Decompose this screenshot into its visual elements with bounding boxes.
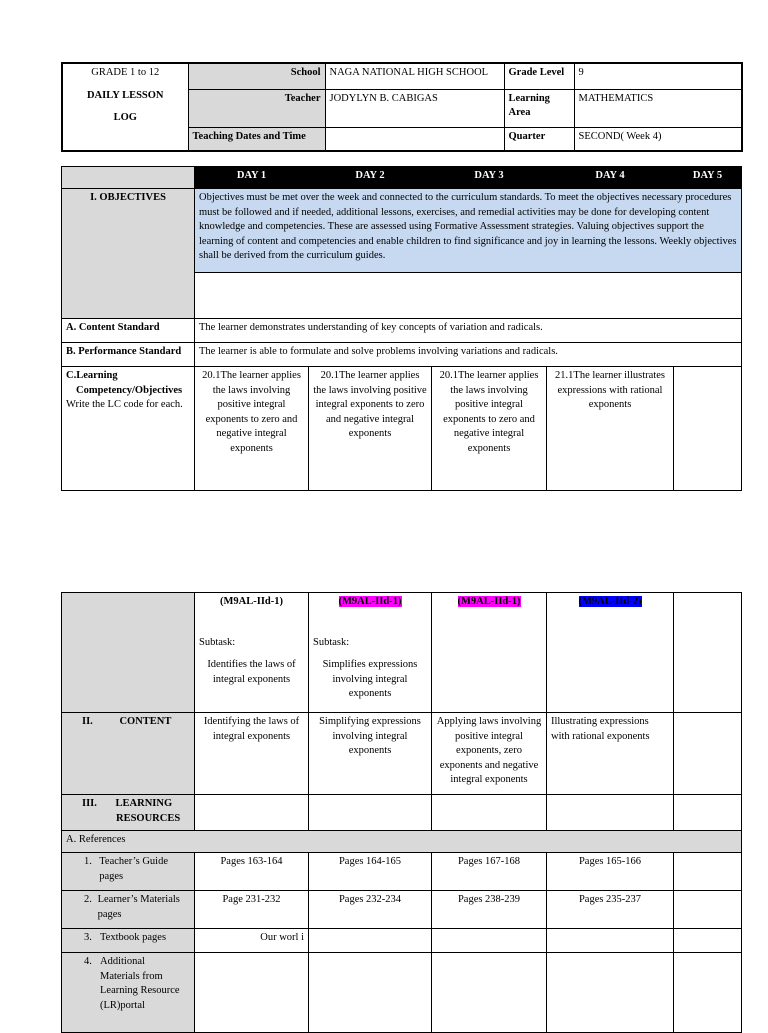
competency-day-3: 20.1The learner applies the laws involving positive integral exponents to zero and negative integral exponents [432,367,547,491]
day-1-header: DAY 1 [195,167,309,189]
day-2-header: DAY 2 [309,167,432,189]
learning-resources-num: III. [82,798,97,809]
competency-day-2: 20.1The learner applies the laws involving positive integral exponents to zero and negative integral exponents [309,367,432,491]
am-day-3 [432,953,547,1033]
textbook-num: 3. [84,932,92,943]
objectives-blank [195,273,742,319]
header-title-cell [62,63,188,151]
teacher-label: Teacher [188,89,325,127]
school-label: School [188,63,325,89]
lm-day-2: Pages 232-234 [309,891,432,929]
competency-day-5 [674,367,742,491]
teacher-value: JODYLYN B. CABIGAS [325,89,504,127]
tb-day-4 [547,929,674,953]
quarter-value: SECOND( Week 4) [574,127,742,151]
additional-text: Additional Materials from Learning Resource (LR)portal [100,956,180,1011]
content-label-num: II. [82,716,93,727]
content-table [61,592,742,1033]
performance-standard-text: The learner is able to formulate and solve problems involving variations and radicals. [195,343,742,367]
content-standard-label: A. Content Standard [62,319,195,343]
dates-label: Teaching Dates and Time [188,127,325,151]
lm-day-4: Pages 235-237 [547,891,674,929]
school-value: NAGA NATIONAL HIGH SCHOOL [325,63,504,89]
competency-day-1: 20.1The learner applies the laws involving positive integral exponents to zero and negative integral exponents [195,367,309,491]
learners-materials-label [62,891,195,929]
subtask-day-2: Simplifies expressions involving integral exponents [322,659,418,699]
tg-day-3: Pages 167-168 [432,853,547,891]
tb-day-1: Our worl i [195,929,309,953]
code-day-3: (M9AL-IId-1) [457,596,521,607]
header-table [61,62,743,152]
learning-resources-text-1: LEARNING [115,798,173,809]
dates-value [325,127,504,151]
log-title-line2: LOG [113,112,137,123]
subtask-day-1: Identifies the laws of integral exponents [207,659,296,685]
additional-num: 4. [84,956,92,967]
content-label [62,713,195,795]
am-day-4 [547,953,674,1033]
content-day-1: Identifying the laws of integral exponents [195,713,309,795]
quarter-label: Quarter [504,127,574,151]
tg-day-4: Pages 165-166 [547,853,674,891]
subtask-label-day-2: Subtask: [313,636,350,648]
subtask-label-day-1: Subtask: [199,636,236,648]
competency-label-2: Competency/Objectives [76,384,183,396]
code-day-3-cell [432,593,547,713]
lr-day-4 [547,795,674,831]
learning-resources-label [62,795,195,831]
tb-day-3 [432,929,547,953]
objectives-label: I. OBJECTIVES [62,189,195,319]
lm-day-1: Page 231-232 [195,891,309,929]
grade-range: GRADE 1 to 12 [91,67,160,78]
day-header-blank [62,167,195,189]
objectives-table [61,166,742,491]
day-4-header: DAY 4 [547,167,674,189]
learners-materials-text: Learner’s Materials pages [97,894,180,920]
lr-day-5 [674,795,742,831]
codes-label-blank [62,593,195,713]
am-day-1 [195,953,309,1033]
grade-level-label: Grade Level [504,63,574,89]
grade-level-value: 9 [574,63,742,89]
day-3-header: DAY 3 [432,167,547,189]
lm-day-3: Pages 238-239 [432,891,547,929]
lm-day-5 [674,891,742,929]
objectives-text: Objectives must be met over the week and connected to the curriculum standards. To meet the objectives necessary procedures must be followed and if needed, additional lessons, exercises, and remedial activities may be done for developing content knowledge and competencies. These are assessed using Formative Assessment strategies. Valuing objectives support the learning of content and competencies and enable children to find significance and joy in learning the lessons. Weekly objectives shall be derived from the curriculum guides. [195,189,742,273]
tb-day-5 [674,929,742,953]
code-day-5-cell [674,593,742,713]
tg-day-1: Pages 163-164 [195,853,309,891]
content-day-3: Applying laws involving positive integral exponents, zero exponents and negative integral exponents [432,713,547,795]
competency-day-4: 21.1The learner illustrates expressions with rational exponents [547,367,674,491]
textbook-label [62,929,195,953]
teachers-guide-text: Teacher’s Guide pages [99,856,168,882]
competency-label [62,367,195,491]
tg-day-5 [674,853,742,891]
references-label: A. References [62,831,742,853]
day-5-header: DAY 5 [674,167,742,189]
teachers-guide-num: 1. [84,856,92,867]
learning-area-label: Learning Area [504,89,574,127]
content-standard-text: The learner demonstrates understanding of key concepts of variation and radicals. [195,319,742,343]
content-label-text: CONTENT [119,716,172,727]
code-day-2-cell [309,593,432,713]
competency-label-3: Write the LC code for each. [66,399,183,410]
tg-day-2: Pages 164-165 [309,853,432,891]
am-day-5 [674,953,742,1033]
learning-resources-text-2: RESOURCES [116,812,181,824]
learning-area-value: MATHEMATICS [574,89,742,127]
additional-label [62,953,195,1033]
content-day-5 [674,713,742,795]
code-day-4-cell [547,593,674,713]
textbook-text: Textbook pages [100,932,167,943]
day-header-row [62,167,742,189]
tb-day-2 [309,929,432,953]
lr-day-3 [432,795,547,831]
content-day-4: Illustrating expressions with rational exponents [547,713,674,795]
am-day-2 [309,953,432,1033]
lr-day-1 [195,795,309,831]
performance-standard-label: B. Performance Standard [62,343,195,367]
code-day-4: (M9AL-IId-2) [578,596,642,607]
lr-day-2 [309,795,432,831]
log-title-line1: DAILY LESSON [86,89,164,101]
code-day-1-cell [195,593,309,713]
competency-label-1: C.Learning [66,370,118,381]
code-day-1: (M9AL-IId-1) [220,596,283,607]
code-day-2: (M9AL-IId-1) [338,596,402,607]
content-day-2: Simplifying expressions involving integral exponents [309,713,432,795]
learners-materials-num: 2. [84,894,92,905]
teachers-guide-label [62,853,195,891]
